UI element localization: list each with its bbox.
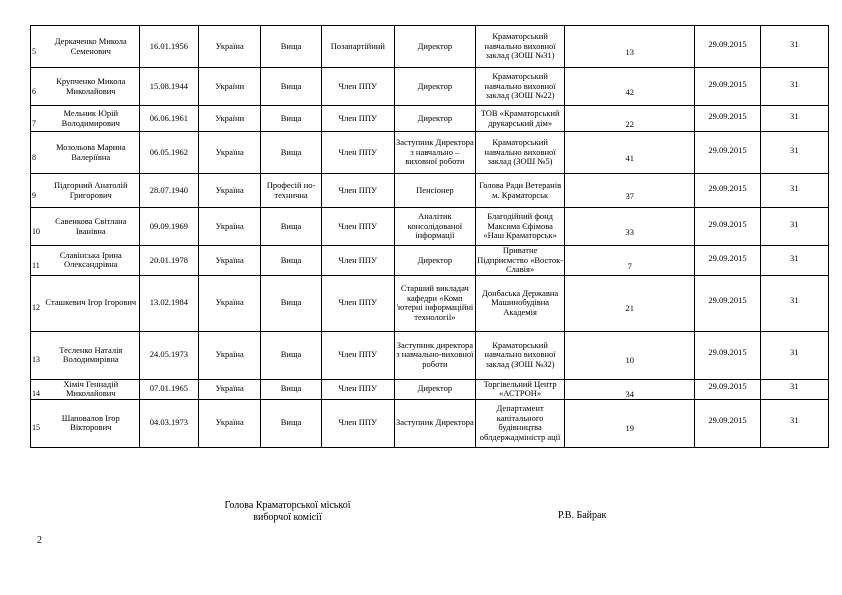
candidate-name: Підгорний Анатолій Григорович: [54, 180, 128, 200]
dob-cell: [139, 106, 199, 132]
code-value: 31: [790, 252, 799, 263]
code-value: 31: [790, 78, 799, 89]
party-cell: [321, 132, 394, 174]
code-cell: [760, 246, 828, 276]
dob-value: 04.03.1973: [149, 417, 189, 428]
table-row: [31, 379, 829, 399]
position-cell: [394, 26, 475, 68]
citizenship-value: Україна: [215, 383, 244, 394]
date-value: 29.09.2015: [708, 381, 747, 392]
position-value: Заступник директора з навчально-виховної роботи: [396, 339, 474, 369]
code-value: 31: [790, 144, 799, 155]
workplace-value: Краматорський навчально виховної заклад (ЗОШ №5): [484, 137, 556, 167]
row-number: 11: [32, 260, 40, 270]
position-value: Пенсіонер: [416, 184, 454, 195]
citizenship-value: України: [215, 112, 245, 123]
count-cell: [565, 208, 695, 246]
education-cell: [261, 246, 322, 276]
party-value: Позапартійний: [330, 40, 385, 51]
workplace-value: Департамент капітального будівництва облдержадміністр ації: [479, 403, 561, 442]
position-cell: [394, 106, 475, 132]
dob-cell: [139, 379, 199, 399]
code-value: 31: [790, 347, 799, 358]
position-cell: [394, 399, 475, 447]
education-value: Вища: [280, 80, 302, 91]
workplace-cell: [476, 174, 565, 208]
count-value: 34: [625, 389, 634, 399]
count-cell: [565, 399, 695, 447]
date-cell: [695, 174, 760, 208]
count-value: 7: [627, 260, 632, 271]
date-value: 29.09.2015: [708, 347, 747, 358]
date-value: 29.09.2015: [708, 218, 747, 229]
party-cell: [321, 106, 394, 132]
name-cell: [31, 246, 140, 276]
education-cell: [261, 68, 322, 106]
party-value: Член ППУ: [338, 254, 378, 265]
position-value: Заступник Директора: [395, 417, 474, 428]
date-value: 29.09.2015: [708, 182, 747, 193]
date-cell: [695, 399, 760, 447]
name-cell: [31, 106, 140, 132]
dob-value: 09.09.1969: [149, 220, 189, 231]
code-cell: [760, 379, 828, 399]
party-cell: [321, 331, 394, 379]
candidates-table: [30, 25, 829, 448]
date-cell: [695, 275, 760, 331]
code-cell: [760, 275, 828, 331]
count-cell: [565, 106, 695, 132]
party-cell: [321, 275, 394, 331]
page-number: 2: [37, 535, 42, 546]
date-cell: [695, 68, 760, 106]
workplace-value: Краматорський навчально виховної заклад (ЗОШ №32): [484, 339, 556, 369]
position-cell: [394, 208, 475, 246]
signer-title-line2: виборчої комісії: [253, 512, 322, 523]
party-value: Член ППУ: [338, 383, 378, 394]
education-cell: [261, 208, 322, 246]
education-value: Вища: [280, 297, 302, 308]
party-cell: [321, 68, 394, 106]
education-value: Вища: [280, 40, 302, 51]
dob-cell: [139, 208, 199, 246]
count-cell: [565, 68, 695, 106]
party-value: Член ППУ: [338, 297, 378, 308]
candidate-name: Мозольова Марина Валеріївна: [55, 142, 126, 162]
count-cell: [565, 246, 695, 276]
position-value: Аналітик консолідованої інформації: [407, 211, 463, 241]
citizenship-value: України: [215, 80, 245, 91]
name-cell: [31, 275, 140, 331]
citizenship-value: Україна: [215, 349, 244, 360]
code-value: 31: [790, 381, 799, 392]
citizenship-cell: [199, 399, 261, 447]
education-cell: [261, 132, 322, 174]
count-value: 42: [625, 86, 634, 97]
position-cell: [394, 331, 475, 379]
date-value: 29.09.2015: [708, 78, 747, 89]
party-value: Член ППУ: [338, 146, 378, 157]
workplace-value: Приватне Підприємство «Восток-Славія»: [477, 245, 564, 274]
name-cell: [31, 399, 140, 447]
position-cell: [394, 174, 475, 208]
party-value: Член ППУ: [338, 349, 378, 360]
workplace-cell: [476, 379, 565, 399]
name-cell: [31, 132, 140, 174]
citizenship-cell: [199, 379, 261, 399]
code-cell: [760, 132, 828, 174]
table-row: [31, 275, 829, 331]
party-cell: [321, 174, 394, 208]
row-number: 6: [32, 86, 36, 96]
code-cell: [760, 399, 828, 447]
dob-value: 06.05.1962: [149, 146, 189, 157]
row-number: 15: [32, 423, 40, 433]
row-number: 13: [32, 355, 40, 365]
party-value: Член ППУ: [338, 220, 378, 231]
count-value: 21: [625, 303, 634, 314]
table-row: [31, 132, 829, 174]
position-value: Директор: [417, 40, 453, 51]
workplace-cell: [476, 331, 565, 379]
education-cell: [261, 106, 322, 132]
citizenship-value: Україна: [215, 417, 244, 428]
dob-cell: [139, 174, 199, 208]
table-row: [31, 331, 829, 379]
date-value: 29.09.2015: [708, 252, 747, 263]
count-value: 10: [625, 355, 634, 366]
code-value: 31: [790, 415, 799, 426]
citizenship-value: Україна: [215, 254, 244, 265]
education-cell: [261, 174, 322, 208]
education-value: Вища: [280, 112, 302, 123]
position-cell: [394, 68, 475, 106]
date-cell: [695, 331, 760, 379]
workplace-cell: [476, 26, 565, 68]
dob-value: 24.05.1973: [149, 349, 189, 360]
citizenship-value: Україна: [215, 297, 244, 308]
citizenship-cell: [199, 208, 261, 246]
dob-value: 20.01.1978: [149, 254, 189, 265]
row-number: 9: [32, 190, 36, 200]
citizenship-value: Україна: [215, 220, 244, 231]
count-cell: [565, 331, 695, 379]
citizenship-cell: [199, 106, 261, 132]
workplace-value: Торгівельний Центр «АСТРОН»: [483, 379, 557, 398]
dob-cell: [139, 275, 199, 331]
citizenship-value: Україна: [215, 146, 244, 157]
workplace-cell: [476, 106, 565, 132]
candidate-name: Сташкевич Ігор Ігорович: [45, 297, 137, 308]
candidate-name: Славінська Ірина Олександрівна: [59, 249, 122, 270]
dob-cell: [139, 399, 199, 447]
position-value: Директор: [417, 383, 453, 394]
table-row: [31, 106, 829, 132]
code-cell: [760, 106, 828, 132]
table-row: [31, 26, 829, 68]
education-cell: [261, 399, 322, 447]
name-cell: [31, 68, 140, 106]
code-cell: [760, 331, 828, 379]
education-cell: [261, 379, 322, 399]
table-row: [31, 68, 829, 106]
code-value: 31: [790, 218, 799, 229]
education-value: Вища: [280, 146, 302, 157]
row-number: 8: [32, 152, 36, 162]
position-value: Старший викладач кафедри «Комп 'ютерні інформаційні технології»: [396, 283, 474, 322]
position-cell: [394, 246, 475, 276]
date-value: 29.09.2015: [708, 415, 747, 426]
education-value: Вища: [280, 220, 302, 231]
name-cell: [31, 379, 140, 399]
party-cell: [321, 399, 394, 447]
count-cell: [565, 379, 695, 399]
workplace-cell: [476, 246, 565, 276]
citizenship-cell: [199, 26, 261, 68]
party-value: Член ППУ: [338, 80, 378, 91]
date-cell: [695, 246, 760, 276]
party-cell: [321, 26, 394, 68]
table-row: [31, 399, 829, 447]
citizenship-cell: [199, 246, 261, 276]
workplace-value: Благодійний фонд Максима Єфімова «Наш Краматорськ»: [483, 211, 557, 241]
position-value: Директор: [417, 254, 453, 265]
education-cell: [261, 275, 322, 331]
position-cell: [394, 275, 475, 331]
table-row: [31, 174, 829, 208]
workplace-value: Голова Ради Ветеранів м. Краматорськ: [479, 180, 562, 200]
workplace-value: ТОВ «Краматорський друкарський дім»: [480, 108, 560, 128]
position-value: Директор: [417, 112, 453, 123]
candidate-name: Тесленко Наталія Володимирівна: [59, 344, 123, 364]
candidate-name: Хіміч Геннадій Миколайович: [63, 379, 119, 398]
count-cell: [565, 132, 695, 174]
name-cell: [31, 331, 140, 379]
dob-value: 28.07.1940: [149, 184, 189, 195]
citizenship-value: Україна: [215, 40, 244, 51]
dob-value: 16.01.1956: [149, 40, 189, 51]
row-number: 10: [32, 226, 40, 236]
party-value: Член ППУ: [338, 417, 378, 428]
dob-value: 07.01.1965: [149, 383, 189, 394]
date-value: 29.09.2015: [708, 295, 747, 306]
date-cell: [695, 379, 760, 399]
party-cell: [321, 379, 394, 399]
name-cell: [31, 208, 140, 246]
count-value: 33: [625, 226, 634, 237]
signer-title: [200, 500, 375, 524]
code-value: 31: [790, 38, 799, 49]
count-cell: [565, 26, 695, 68]
dob-value: 13.02.1984: [149, 297, 189, 308]
row-number: 5: [32, 46, 36, 56]
table-body: [31, 26, 829, 448]
code-value: 31: [790, 295, 799, 306]
code-value: 31: [790, 110, 799, 121]
workplace-cell: [476, 399, 565, 447]
count-value: 19: [625, 423, 634, 434]
count-value: 22: [625, 118, 634, 129]
position-value: Заступник Директора з навчально – виховної роботи: [395, 137, 474, 167]
row-number: 14: [32, 389, 40, 399]
signer-title-line1: Голова Краматорської міської: [224, 500, 351, 511]
citizenship-cell: [199, 174, 261, 208]
candidate-name: Савенкова Світлана Іванівна: [55, 216, 127, 236]
education-cell: [261, 331, 322, 379]
education-value: Професій но-технична: [266, 180, 316, 200]
name-cell: [31, 26, 140, 68]
position-cell: [394, 132, 475, 174]
workplace-cell: [476, 275, 565, 331]
workplace-cell: [476, 132, 565, 174]
date-cell: [695, 208, 760, 246]
count-value: 13: [625, 46, 634, 57]
code-cell: [760, 174, 828, 208]
dob-cell: [139, 132, 199, 174]
row-number: 7: [32, 118, 36, 128]
table-row: [31, 208, 829, 246]
position-value: Директор: [417, 80, 453, 91]
dob-cell: [139, 246, 199, 276]
count-value: 37: [625, 190, 634, 201]
workplace-cell: [476, 208, 565, 246]
party-value: Член ППУ: [338, 184, 378, 195]
dob-cell: [139, 68, 199, 106]
citizenship-cell: [199, 331, 261, 379]
dob-value: 15.08.1944: [149, 80, 189, 91]
citizenship-cell: [199, 275, 261, 331]
code-cell: [760, 208, 828, 246]
citizenship-value: Україна: [215, 184, 244, 195]
date-value: 29.09.2015: [708, 144, 747, 155]
citizenship-cell: [199, 132, 261, 174]
candidate-name: Мельник Юрій Володимирович: [61, 108, 120, 128]
candidate-name: Крупченко Микола Миколайович: [56, 76, 126, 96]
education-value: Вища: [280, 254, 302, 265]
row-number: 12: [32, 303, 40, 313]
dob-cell: [139, 26, 199, 68]
position-cell: [394, 379, 475, 399]
code-cell: [760, 68, 828, 106]
date-cell: [695, 106, 760, 132]
name-cell: [31, 174, 140, 208]
education-value: Вища: [280, 383, 302, 394]
dob-value: 06.06.1961: [149, 112, 189, 123]
party-cell: [321, 246, 394, 276]
candidate-name: Деркаченко Микола Семенович: [54, 36, 127, 56]
citizenship-cell: [199, 68, 261, 106]
date-cell: [695, 132, 760, 174]
workplace-cell: [476, 68, 565, 106]
education-value: Вища: [280, 349, 302, 360]
workplace-value: Краматорський навчально виховної заклад (ЗОШ №22): [484, 71, 556, 101]
education-value: Вища: [280, 417, 302, 428]
party-cell: [321, 208, 394, 246]
date-value: 29.09.2015: [708, 38, 747, 49]
party-value: Член ППУ: [338, 112, 378, 123]
count-value: 41: [625, 152, 634, 163]
education-cell: [261, 26, 322, 68]
code-value: 31: [790, 182, 799, 193]
workplace-value: Краматорський навчально виховної заклад (ЗОШ №31): [484, 31, 556, 61]
workplace-value: Донбаська Державна Машинобудівна Академія: [482, 287, 559, 317]
count-cell: [565, 275, 695, 331]
table-row: [31, 246, 829, 276]
signer-name: Р.В. Байрак: [558, 510, 607, 521]
date-cell: [695, 26, 760, 68]
count-cell: [565, 174, 695, 208]
dob-cell: [139, 331, 199, 379]
date-value: 29.09.2015: [708, 110, 747, 121]
candidate-name: Шаповалов Ігор Вікторович: [61, 412, 120, 432]
code-cell: [760, 26, 828, 68]
